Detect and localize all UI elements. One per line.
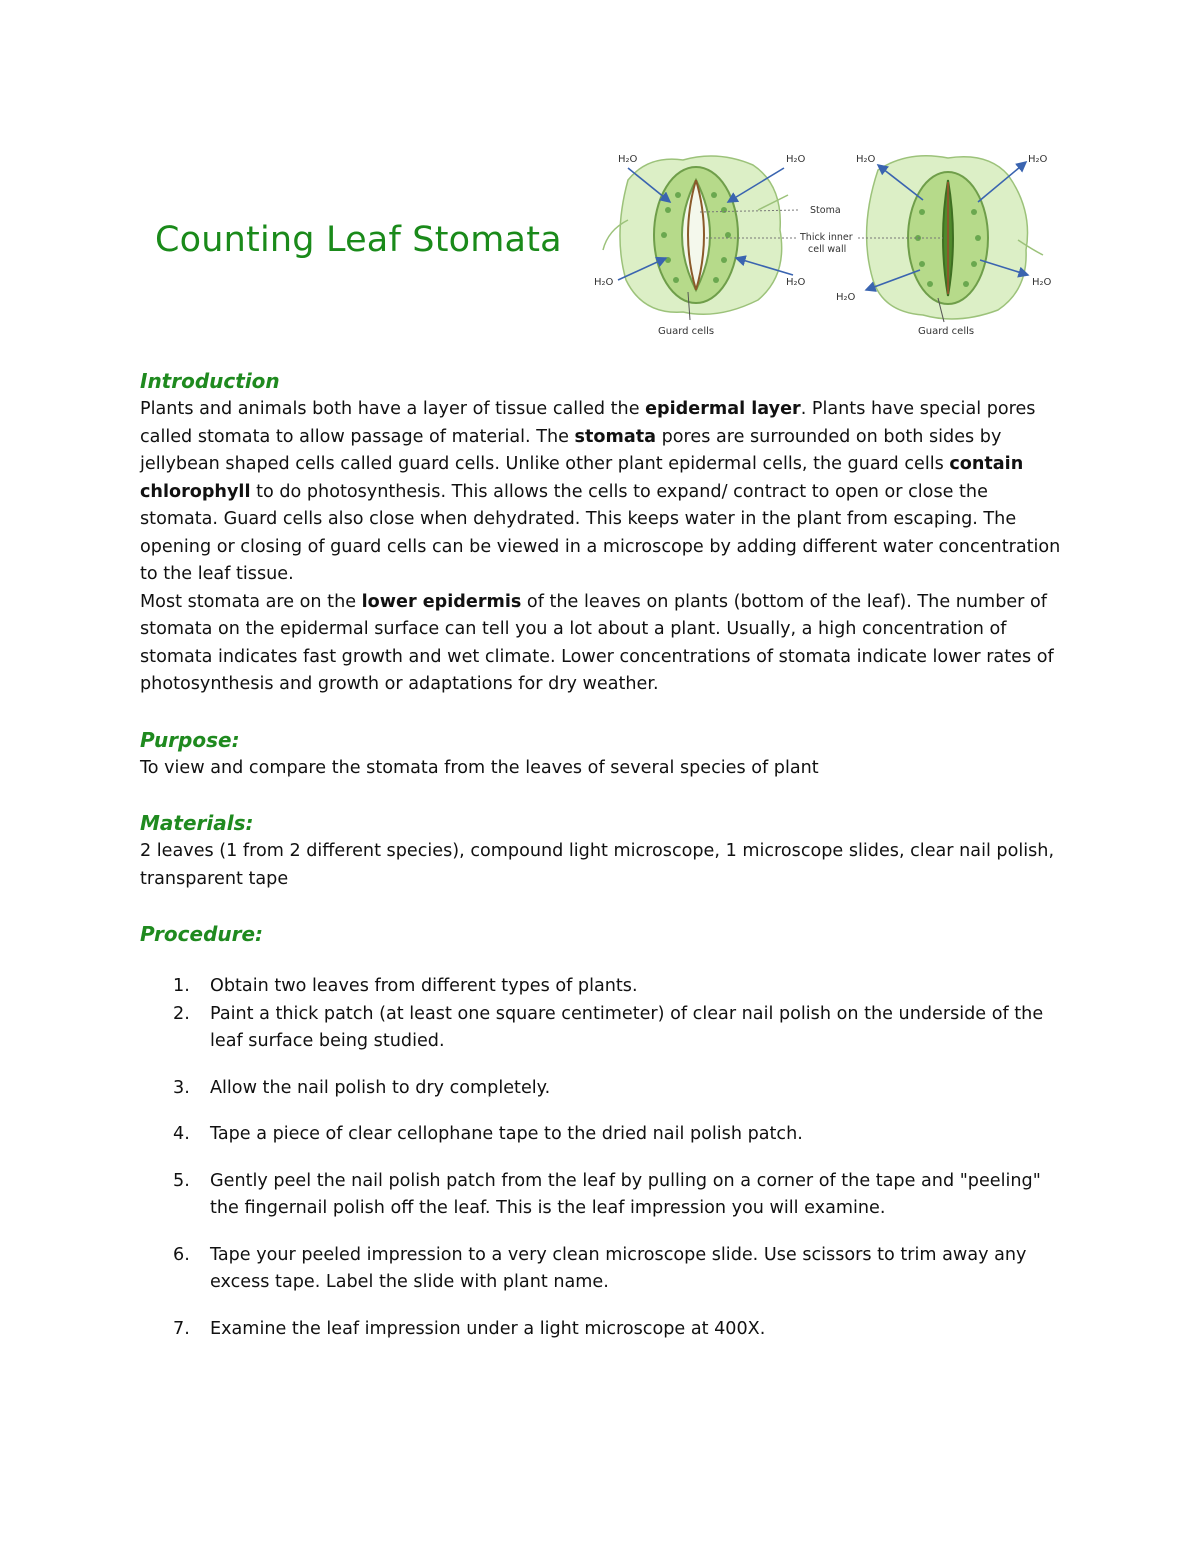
text-run: pores are surrounded on both sides by jellybean shaped cells called guard cells. Unlike other plant epidermal cells, the guard cells bbox=[140, 426, 1002, 474]
text-run: Plants and animals both have a layer of tissue called the bbox=[140, 399, 646, 419]
h2o-label: H₂O bbox=[1032, 277, 1052, 288]
guard-cells-label: Guard cells bbox=[918, 326, 975, 337]
bold-term: epidermal layer bbox=[645, 399, 801, 419]
step-text: Tape your peeled impression to a very clean microscope slide. Use scissors to trim away any excess tape. Label the slide with plant name. bbox=[210, 1244, 1027, 1292]
h2o-label: H₂O bbox=[786, 154, 806, 165]
step-text: Gently peel the nail polish patch from the leaf by pulling on a corner of the tape and "peeling" the fingernail polish off the leaf. This is the leaf impression you will examine. bbox=[210, 1170, 1041, 1218]
cell-wall-label: cell wall bbox=[808, 244, 847, 255]
purpose-text: To view and compare the stomata from the leaves of several species of plant bbox=[140, 757, 819, 778]
step-number: 2. bbox=[173, 1003, 190, 1024]
step-number: 7. bbox=[173, 1318, 190, 1339]
step-number: 1. bbox=[173, 976, 190, 996]
text-run: Most stomata are on the bbox=[140, 591, 362, 612]
stomata-diagram bbox=[588, 140, 1068, 340]
step-text: Paint a thick patch (at least one square centimeter) of clear nail polish on the underside of the leaf surface being studied. bbox=[210, 1003, 1044, 1051]
introduction-heading: Introduction bbox=[140, 369, 280, 393]
stoma-label: Stoma bbox=[810, 205, 841, 216]
h2o-label: H₂O bbox=[594, 277, 614, 288]
document-body bbox=[140, 366, 1070, 1343]
procedure-step bbox=[140, 1242, 1070, 1297]
materials-heading: Materials: bbox=[140, 811, 254, 835]
text-run: . Plants have special pores called stomata to allow passage of material. The bbox=[140, 399, 1036, 447]
text-run: of the leaves on plants (bottom of the leaf). The number of stomata on the epidermal surface can tell you a lot about a plant. Usually, a high concentration of stomata indicates fast growth and wet climate. Lower concentrations of stomata indicate lower rates of photosynthesis and growth or adaptations for dry weather. bbox=[140, 591, 1054, 694]
h2o-label: H₂O bbox=[618, 154, 638, 165]
procedure-list bbox=[140, 973, 1070, 1343]
procedure-step bbox=[140, 1316, 1070, 1344]
procedure-step bbox=[140, 1001, 1070, 1056]
step-number: 5. bbox=[173, 1170, 190, 1191]
text-run: to do photosynthesis. This allows the cells to expand/ contract to open or close the stomata. Guard cells also close when dehydrated. This keeps water in the plant from escaping. The opening or closing of guard cells can be viewed in a microscope by adding different water concentration to the leaf tissue. bbox=[140, 481, 1061, 584]
thick-inner-label: Thick inner bbox=[800, 232, 853, 243]
h2o-label: H₂O bbox=[856, 154, 876, 165]
procedure-step bbox=[140, 973, 1070, 1001]
step-text: Obtain two leaves from different types of plants. bbox=[210, 976, 638, 996]
introduction-paragraph-2 bbox=[140, 589, 1070, 699]
procedure-step bbox=[140, 1075, 1070, 1103]
bold-term: stomata bbox=[574, 426, 656, 447]
step-text: Tape a piece of clear cellophane tape to the dried nail polish patch. bbox=[210, 1124, 803, 1144]
step-number: 4. bbox=[173, 1124, 190, 1144]
step-number: 6. bbox=[173, 1244, 190, 1265]
closed-stoma-drawing bbox=[858, 156, 1043, 322]
step-text: Examine the leaf impression under a light microscope at 400X. bbox=[210, 1318, 766, 1339]
step-text: Allow the nail polish to dry completely. bbox=[210, 1077, 551, 1098]
purpose-heading: Purpose: bbox=[140, 727, 240, 752]
procedure-step bbox=[140, 1121, 1070, 1149]
h2o-label: H₂O bbox=[1028, 154, 1048, 165]
procedure-step bbox=[140, 1168, 1070, 1223]
page-title: Counting Leaf Stomata bbox=[155, 220, 562, 260]
guard-cells-label: Guard cells bbox=[658, 326, 715, 337]
h2o-label: H₂O bbox=[836, 292, 856, 303]
materials-text: 2 leaves (1 from 2 different species), compound light microscope, 1 microscope slides, clear nail polish, transparent tape bbox=[140, 841, 1055, 889]
procedure-heading: Procedure: bbox=[140, 922, 264, 946]
h2o-label: H₂O bbox=[786, 277, 806, 288]
step-number: 3. bbox=[173, 1077, 190, 1098]
bold-term: lower epidermis bbox=[361, 591, 522, 612]
bold-term: contain chlorophyll bbox=[140, 454, 1024, 502]
open-stoma-drawing bbox=[603, 156, 798, 320]
introduction-paragraph-1 bbox=[140, 396, 1070, 589]
